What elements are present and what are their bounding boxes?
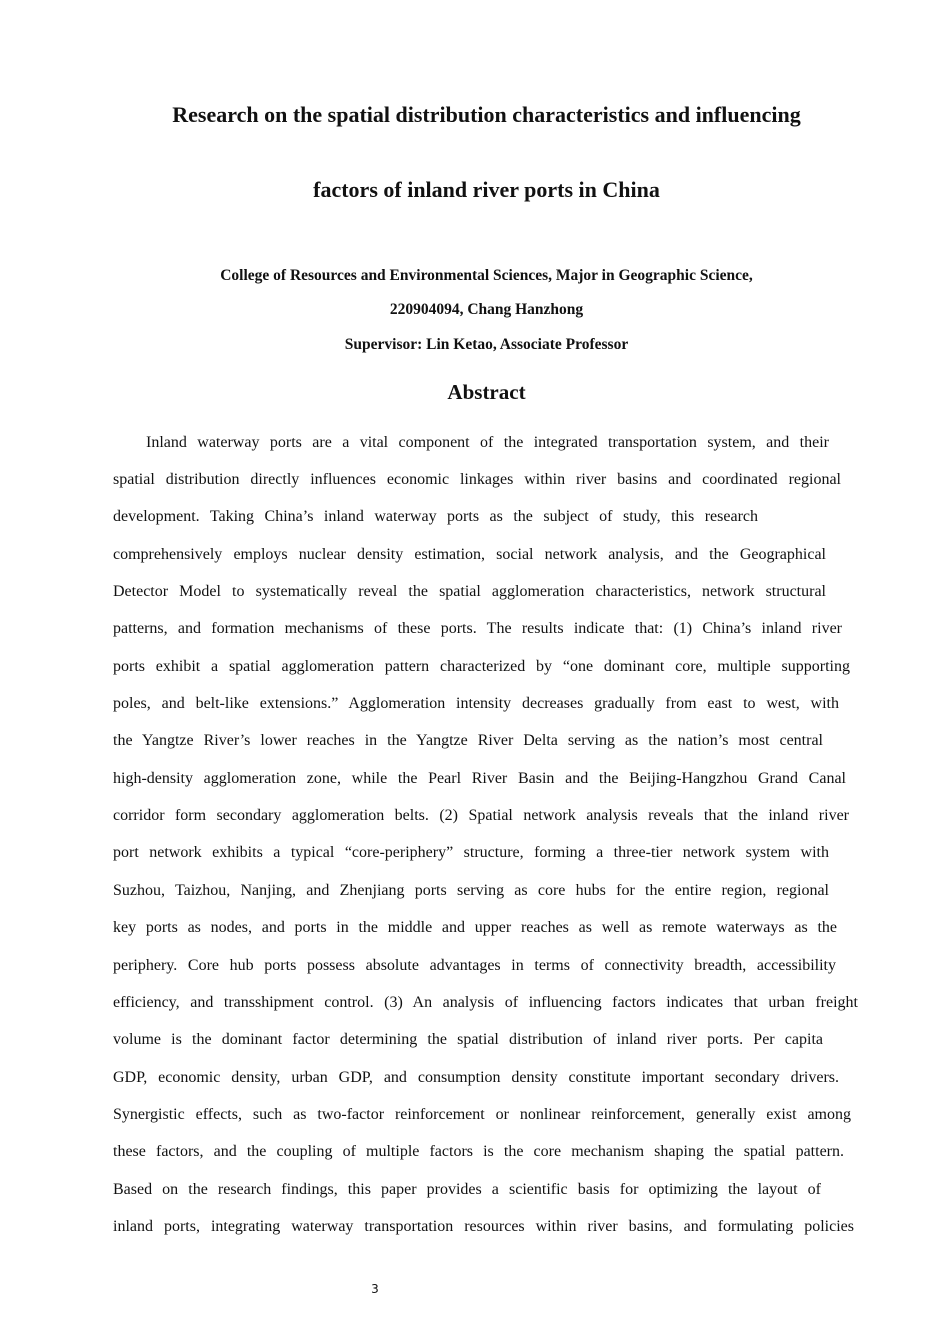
abstract-line: periphery. Core hub ports possess absolute advantages in terms of connectivity breadth, accessibility [113,957,836,974]
abstract-heading: Abstract [447,380,526,404]
abstract-line: Detector Model to systematically reveal the spatial agglomeration characteristics, network structural [113,583,826,600]
abstract-line: patterns, and formation mechanisms of these ports. The results indicate that: (1) China’s inland river [113,620,842,637]
abstract-line: Synergistic effects, such as two-factor reinforcement or nonlinear reinforcement, generally exist among [113,1106,851,1123]
abstract-line: GDP, economic density, urban GDP, and consumption density constitute important secondary drivers. [113,1069,839,1086]
abstract-line: Based on the research findings, this paper provides a scientific basis for optimizing the layout of [113,1181,821,1198]
author-id-name: 220904094, Chang Hanzhong [389,301,584,318]
abstract-line: development. Taking China’s inland waterway ports as the subject of study, this research [113,508,758,525]
author-affiliation: College of Resources and Environmental Sciences, Major in Geographic Science, [220,267,753,284]
paper-title-line-1: Research on the spatial distribution characteristics and influencing [172,102,801,127]
page-number: 3 [371,1282,379,1296]
abstract-line: port network exhibits a typical “core-periphery” structure, forming a three-tier network system with [113,844,829,861]
abstract-line: Inland waterway ports are a vital component of the integrated transportation system, and their [146,434,829,451]
abstract-line: these factors, and the coupling of multiple factors is the core mechanism shaping the spatial pattern. [113,1143,844,1160]
abstract-line: efficiency, and transshipment control. (3) An analysis of influencing factors indicates that urban freight [113,994,858,1011]
supervisor: Supervisor: Lin Ketao, Associate Professor [344,336,629,353]
abstract-line: inland ports, integrating waterway transportation resources within river basins, and formulating policies [113,1218,854,1235]
abstract-line: poles, and belt-like extensions.” Agglomeration intensity decreases gradually from east to west, with [113,695,839,712]
abstract-line: ports exhibit a spatial agglomeration pattern characterized by “one dominant core, multiple supporting [113,658,850,675]
abstract-line: comprehensively employs nuclear density estimation, social network analysis, and the Geographical [113,546,826,563]
abstract-line: key ports as nodes, and ports in the middle and upper reaches as well as remote waterways as the [113,919,837,936]
abstract-line: Suzhou, Taizhou, Nanjing, and Zhenjiang ports serving as core hubs for the entire region, regional [113,882,829,899]
abstract-line: the Yangtze River’s lower reaches in the Yangtze River Delta serving as the nation’s most central [113,732,823,749]
abstract-line: high-density agglomeration zone, while the Pearl River Basin and the Beijing-Hangzhou Grand Canal [113,770,846,787]
abstract-line: corridor form secondary agglomeration belts. (2) Spatial network analysis reveals that the inland river [113,807,849,824]
paper-title-line-2: factors of inland river ports in China [313,177,660,202]
abstract-line: volume is the dominant factor determining the spatial distribution of inland river ports. Per capita [113,1031,823,1048]
abstract-line: spatial distribution directly influences economic linkages within river basins and coordinated regional [113,471,841,488]
